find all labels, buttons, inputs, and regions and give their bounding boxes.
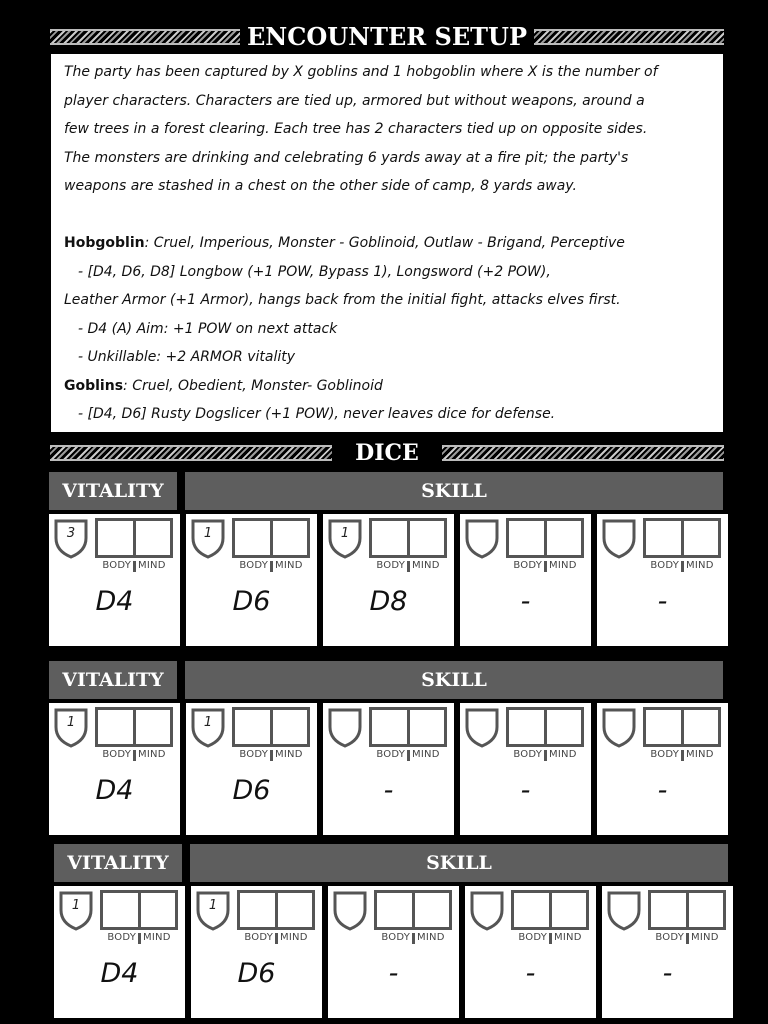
body-box: [646, 710, 684, 744]
body-mind-boxes: [506, 518, 584, 558]
mind-box: [136, 710, 171, 744]
body-mind-labels: [369, 749, 447, 761]
skill-card: [328, 886, 459, 1018]
body-box: [646, 521, 684, 555]
skill-header: SKILL: [185, 661, 723, 699]
body-mind-labels: [100, 932, 178, 944]
body-mind-labels: [506, 749, 584, 761]
vitality-header: VITALITY: [49, 661, 177, 699]
body-mind-boxes: [232, 707, 310, 747]
skill-card: [323, 514, 454, 646]
body-label: BODY: [244, 932, 274, 943]
body-box: [509, 521, 547, 555]
shield-icon: [601, 518, 637, 560]
mind-label: MIND: [549, 749, 577, 760]
body-mind-labels: [511, 932, 589, 944]
skill-card: [186, 514, 317, 646]
die-value: -: [383, 775, 394, 806]
die-value: -: [388, 958, 399, 989]
goblins-traits: : Cruel, Obedient, Monster- Goblinoid: [123, 377, 383, 394]
mind-box: [410, 521, 445, 555]
skill-header: SKILL: [185, 472, 723, 510]
body-box: [509, 710, 547, 744]
mind-label: MIND: [275, 749, 303, 760]
body-label: BODY: [518, 932, 548, 943]
vitality-header: VITALITY: [49, 472, 177, 510]
die-value: -: [662, 958, 673, 989]
shield-icon: [601, 707, 637, 749]
shield-icon: [190, 518, 226, 560]
setup-line: The monsters are drinking and celebrating 6 yards away at a fire pit; the party's: [64, 149, 629, 166]
hobgoblin-traits: : Cruel, Imperious, Monster - Goblinoid, Outlaw - Brigand, Perceptive: [144, 235, 625, 251]
mind-label: MIND: [275, 560, 303, 571]
dice-row: [0, 844, 768, 1024]
setup-line: player characters. Characters are tied up, armored but without weapons, around a: [64, 92, 645, 109]
body-box: [514, 893, 552, 927]
vitality-card: [49, 514, 180, 646]
body-mind-boxes: [100, 890, 178, 930]
mind-label: MIND: [686, 749, 714, 760]
shield-value: 1: [208, 898, 218, 913]
body-label: BODY: [513, 749, 543, 760]
mind-box: [689, 893, 724, 927]
goblins-entry: [64, 372, 710, 401]
body-label: BODY: [513, 560, 543, 571]
skill-card: [186, 703, 317, 835]
skill-card: [602, 886, 733, 1018]
mind-label: MIND: [691, 932, 719, 943]
dice-banner: [50, 436, 724, 470]
body-mind-boxes: [237, 890, 315, 930]
body-label: BODY: [102, 749, 132, 760]
body-box: [372, 521, 410, 555]
setup-line: few trees in a forest clearing. Each tree has 2 characters tied up on opposite sides.: [64, 121, 648, 137]
body-mind-boxes: [648, 890, 726, 930]
body-label: BODY: [650, 560, 680, 571]
mind-box: [273, 710, 308, 744]
hobgoblin-unkillable: - Unkillable: +2 ARMOR vitality: [78, 349, 295, 365]
shield-icon: [53, 707, 89, 749]
goblins-name: Goblins: [64, 377, 124, 394]
mind-box: [141, 893, 176, 927]
celtic-knot-left-icon: [50, 29, 240, 45]
body-mind-labels: [506, 560, 584, 572]
body-mind-boxes: [232, 518, 310, 558]
body-mind-labels: [95, 560, 173, 572]
die-value: D6: [232, 775, 271, 806]
body-label: BODY: [107, 932, 137, 943]
shield-icon: [58, 890, 94, 932]
body-mind-boxes: [506, 707, 584, 747]
skill-card: [597, 514, 728, 646]
body-box: [235, 521, 273, 555]
body-mind-boxes: [369, 707, 447, 747]
skill-card: [460, 703, 591, 835]
body-mind-labels: [374, 932, 452, 944]
body-mind-labels: [648, 932, 726, 944]
body-mind-boxes: [95, 707, 173, 747]
body-mind-boxes: [374, 890, 452, 930]
shield-value: 1: [203, 526, 213, 541]
hobgoblin-aim: - D4 (A) Aim: +1 POW on next attack: [78, 320, 338, 337]
mind-label: MIND: [280, 932, 308, 943]
body-mind-labels: [643, 560, 721, 572]
body-mind-boxes: [95, 518, 173, 558]
goblins-weapons: - [D4, D6] Rusty Dogslicer (+1 POW), never leaves dice for defense.: [78, 406, 556, 422]
encounter-setup-text: [51, 54, 723, 432]
mind-box: [136, 521, 171, 555]
body-label: BODY: [376, 560, 406, 571]
mind-box: [552, 893, 587, 927]
die-value: -: [657, 775, 668, 806]
die-value: -: [520, 586, 531, 617]
hobgoblin-weapons: - [D4, D6, D8] Longbow (+1 POW, Bypass 1), Longsword (+2 POW),: [78, 263, 551, 280]
body-mind-labels: [232, 749, 310, 761]
body-mind-boxes: [643, 707, 721, 747]
die-value: D8: [369, 586, 408, 617]
skill-card: [465, 886, 596, 1018]
body-mind-labels: [643, 749, 721, 761]
vitality-header: VITALITY: [54, 844, 182, 882]
die-value: -: [525, 958, 536, 989]
mind-box: [278, 893, 313, 927]
skill-header: SKILL: [190, 844, 728, 882]
shield-icon: [190, 707, 226, 749]
mind-label: MIND: [686, 560, 714, 571]
body-label: BODY: [102, 560, 132, 571]
shield-icon: [53, 518, 89, 560]
shield-icon: [327, 518, 363, 560]
shield-value: 1: [71, 898, 81, 913]
dice-row: [0, 472, 768, 652]
shield-icon: [606, 890, 642, 932]
body-label: BODY: [655, 932, 685, 943]
setup-line: weapons are stashed in a chest on the other side of camp, 8 yards away.: [64, 178, 577, 194]
shield-value: 3: [66, 526, 76, 541]
setup-line: The party has been captured by X goblins and 1 hobgoblin where X is the number of: [64, 64, 658, 80]
dice-row: [0, 661, 768, 841]
mind-box: [410, 710, 445, 744]
body-label: BODY: [239, 749, 269, 760]
shield-icon: [464, 707, 500, 749]
body-label: BODY: [381, 932, 411, 943]
body-box: [651, 893, 689, 927]
mind-label: MIND: [412, 749, 440, 760]
celtic-knot-right-icon: [534, 29, 724, 45]
body-box: [377, 893, 415, 927]
shield-value: 1: [340, 526, 350, 541]
mind-label: MIND: [138, 749, 166, 760]
skill-card: [460, 514, 591, 646]
encounter-setup-banner: [50, 20, 724, 54]
mind-box: [273, 521, 308, 555]
mind-label: MIND: [417, 932, 445, 943]
body-mind-labels: [232, 560, 310, 572]
die-value: D4: [100, 958, 139, 989]
shield-icon: [195, 890, 231, 932]
skill-card: [323, 703, 454, 835]
mind-box: [547, 710, 582, 744]
body-label: BODY: [376, 749, 406, 760]
body-box: [235, 710, 273, 744]
mind-box: [547, 521, 582, 555]
die-value: -: [657, 586, 668, 617]
mind-label: MIND: [138, 560, 166, 571]
hobgoblin-name: Hobgoblin: [64, 235, 145, 251]
die-value: D4: [95, 775, 134, 806]
body-mind-boxes: [369, 518, 447, 558]
body-mind-labels: [369, 560, 447, 572]
mind-box: [415, 893, 450, 927]
body-box: [98, 710, 136, 744]
vitality-card: [54, 886, 185, 1018]
hobgoblin-armor: Leather Armor (+1 Armor), hangs back from the initial fight, attacks elves first.: [64, 292, 621, 308]
body-box: [372, 710, 410, 744]
die-value: -: [520, 775, 531, 806]
shield-icon: [464, 518, 500, 560]
mind-label: MIND: [554, 932, 582, 943]
body-label: BODY: [239, 560, 269, 571]
skill-card: [597, 703, 728, 835]
body-mind-labels: [237, 932, 315, 944]
dice-title: DICE: [334, 436, 440, 470]
body-mind-labels: [95, 749, 173, 761]
hobgoblin-entry: [64, 229, 710, 258]
skill-card: [191, 886, 322, 1018]
shield-icon: [332, 890, 368, 932]
shield-icon: [327, 707, 363, 749]
encounter-setup-title: ENCOUNTER SETUP: [242, 20, 532, 54]
vitality-card: [49, 703, 180, 835]
shield-value: 1: [66, 715, 76, 730]
mind-box: [684, 521, 719, 555]
body-mind-boxes: [511, 890, 589, 930]
mind-label: MIND: [412, 560, 440, 571]
body-mind-boxes: [643, 518, 721, 558]
body-box: [103, 893, 141, 927]
celtic-knot-right-icon: [442, 445, 724, 461]
celtic-knot-left-icon: [50, 445, 332, 461]
die-value: D6: [237, 958, 276, 989]
mind-label: MIND: [143, 932, 171, 943]
mind-label: MIND: [549, 560, 577, 571]
die-value: D4: [95, 586, 134, 617]
body-box: [98, 521, 136, 555]
mind-box: [684, 710, 719, 744]
shield-icon: [469, 890, 505, 932]
die-value: D6: [232, 586, 271, 617]
shield-value: 1: [203, 715, 213, 730]
body-box: [240, 893, 278, 927]
body-label: BODY: [650, 749, 680, 760]
